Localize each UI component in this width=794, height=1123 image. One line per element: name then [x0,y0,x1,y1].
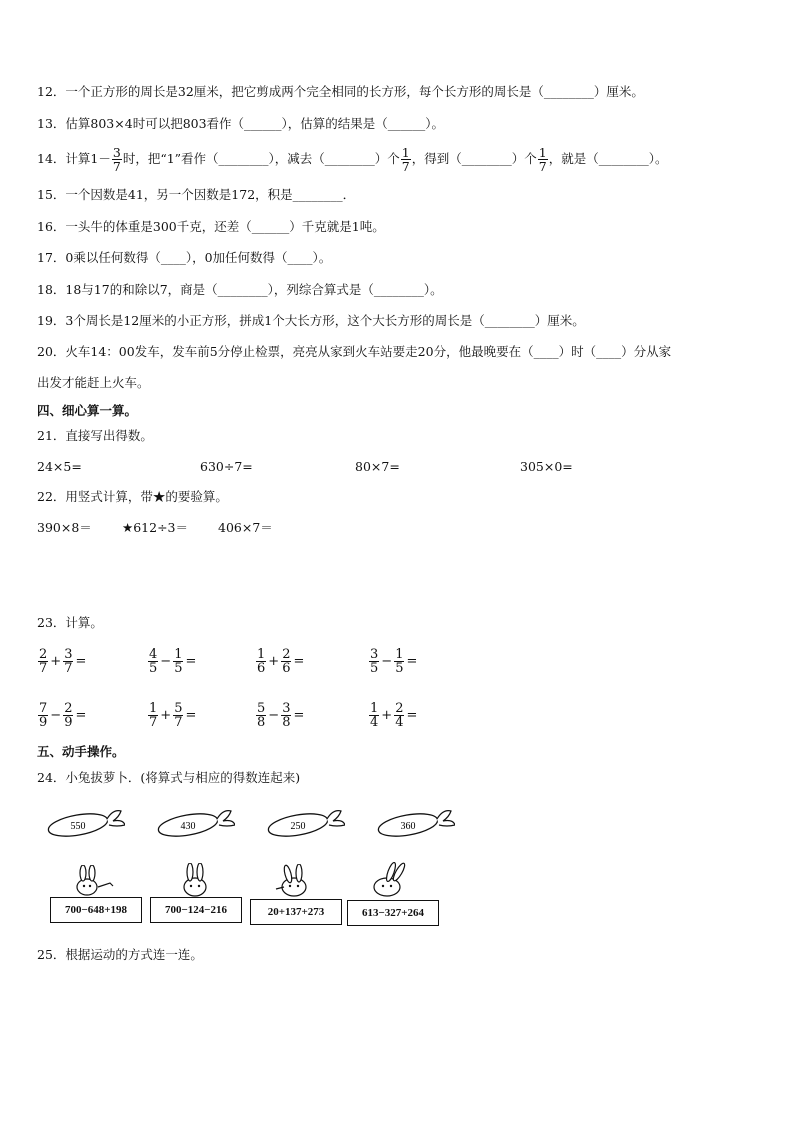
numerator: 2 [64,701,73,716]
bunny-icon [65,865,120,897]
numerator: 1 [149,701,158,716]
denominator: 5 [149,661,158,676]
question-21: 21．直接写出得数。 [37,428,153,443]
equals-sign: = [406,708,418,723]
operator: − [50,708,62,723]
question-24: 24．小兔拔萝卜．(将算式与相应的得数连起来) [37,770,301,785]
fraction-b [394,648,404,675]
equals-sign: = [185,708,197,723]
numerator: 4 [149,647,158,662]
numerator: 1 [257,647,266,662]
operator: + [160,708,172,723]
question-13: 13．估算803×4时可以把803看作（______），估算的结果是（______）。 [37,116,445,131]
equals-sign: = [185,654,197,669]
q23-expression [255,702,305,729]
section-4-title: 四、细心算一算。 [37,403,138,418]
q22-item-2: ★612÷3＝ [122,520,188,535]
question-19: 19．3个周长是12厘米的小正方形，拼成1个大长方形，这个大长方形的周长是（________）厘米。 [37,313,585,328]
q14-fraction-2: $\frac{1}{7}$ [401,145,410,174]
question-22: 22．用竖式计算，带★的要验算。 [37,489,228,504]
fraction-b [173,702,183,729]
bunny-expression-box[interactable]: 20+137+273 [250,899,342,925]
bunny-icon [175,863,215,897]
denominator: 7 [64,661,73,676]
operator: + [268,654,280,669]
equals-sign: = [75,654,87,669]
carrot-label: 430 [180,821,196,832]
q23-expression [368,648,418,675]
q23-expression [368,702,418,729]
bunny-icon [272,864,317,898]
q23-expression [255,648,305,675]
q23-expression [147,648,197,675]
carrot-icon[interactable] [375,805,455,843]
equals-sign: = [406,654,418,669]
q14-part-d: ，就是（________）。 [548,151,668,166]
numerator: 1 [395,647,404,662]
q23-expression [147,702,197,729]
denominator: 5 [174,661,183,676]
q14-part-a: 14．计算1－ [37,151,111,166]
fraction-a [256,702,266,729]
numerator: 7 [39,701,48,716]
numerator: 1 [174,647,183,662]
denominator: 7 [149,715,158,730]
fraction-a [148,702,158,729]
denominator: 4 [370,715,379,730]
operator: + [50,654,62,669]
question-18: 18．18与17的和除以7，商是（________），列综合算式是（________）。 [37,282,443,297]
q23-expression [37,702,87,729]
q21-item-2: 630÷7= [200,459,253,474]
equals-sign: = [293,708,305,723]
numerator: 3 [370,647,379,662]
question-15: 15．一个因数是41，另一个因数是172，积是________． [37,187,356,202]
q21-item-3: 80×7= [355,459,400,474]
q21-item-4: 305×0= [520,459,573,474]
q21-item-1: 24×5= [37,459,82,474]
denominator: 4 [395,715,404,730]
question-17: 17．0乘以任何数得（____），0加任何数得（____）。 [37,250,332,265]
fraction-a [369,648,379,675]
denominator: 5 [370,661,379,676]
numerator: 3 [64,647,73,662]
q23-expression [37,648,87,675]
operator: − [160,654,172,669]
denominator: 7 [39,661,48,676]
fraction-b [63,702,73,729]
q14-part-c: ，得到（________）个 [411,151,537,166]
denominator: 9 [39,715,48,730]
fraction-a [256,648,266,675]
q14-part-b: 时，把“1”看作（________），减去（________）个 [122,151,400,166]
operator: + [381,708,393,723]
numerator: 5 [174,701,183,716]
fraction-a [38,648,48,675]
carrot-label: 550 [70,821,86,832]
fraction-b [63,648,73,675]
question-12: 12．一个正方形的周长是32厘米，把它剪成两个完全相同的长方形，每个长方形的周长是（________）厘米。 [37,84,644,99]
question-16: 16．一头牛的体重是300千克，还差（______）千克就是1吨。 [37,219,385,234]
numerator: 2 [39,647,48,662]
bunny-icon [365,862,415,898]
bunny-expression-box[interactable]: 700−124−216 [150,897,242,923]
fraction-a [38,702,48,729]
numerator: 3 [282,701,291,716]
numerator: 1 [370,701,379,716]
carrot-icon[interactable] [45,805,125,843]
q14-fraction-1: $\frac{3}{7}$ [112,145,121,174]
denominator: 8 [282,715,291,730]
equals-sign: = [75,708,87,723]
operator: − [381,654,393,669]
question-20-line-2: 出发才能赶上火车。 [37,375,150,390]
carrot-icon[interactable] [265,805,345,843]
section-5-title: 五、动手操作。 [37,744,125,759]
bunny-expression-box[interactable]: 613−327+264 [347,900,439,926]
denominator: 5 [395,661,404,676]
q22-item-3: 406×7＝ [218,520,273,535]
denominator: 8 [257,715,266,730]
denominator: 7 [174,715,183,730]
denominator: 6 [282,661,291,676]
denominator: 6 [257,661,266,676]
fraction-b [394,702,404,729]
carrot-label: 360 [400,821,416,832]
carrot-label: 250 [290,821,306,832]
equals-sign: = [293,654,305,669]
question-23: 23．计算。 [37,615,103,630]
numerator: 5 [257,701,266,716]
fraction-b [281,702,291,729]
fraction-b [281,648,291,675]
denominator: 9 [64,715,73,730]
numerator: 2 [282,647,291,662]
fraction-a [369,702,379,729]
operator: − [268,708,280,723]
carrot-icon[interactable] [155,805,235,843]
question-25: 25．根据运动的方式连一连。 [37,947,203,962]
fraction-a [148,648,158,675]
q14-fraction-3: $\frac{1}{7}$ [538,145,547,174]
bunny-expression-box[interactable]: 700−648+198 [50,897,142,923]
fraction-b [173,648,183,675]
numerator: 2 [395,701,404,716]
question-14 [37,141,667,177]
q22-item-1: 390×8＝ [37,520,92,535]
question-20-line-1: 20．火车14：00发车，发车前5分停止检票，亮亮从家到火车站要走20分，他最晚要在（____）时（____）分从家 [37,344,672,359]
